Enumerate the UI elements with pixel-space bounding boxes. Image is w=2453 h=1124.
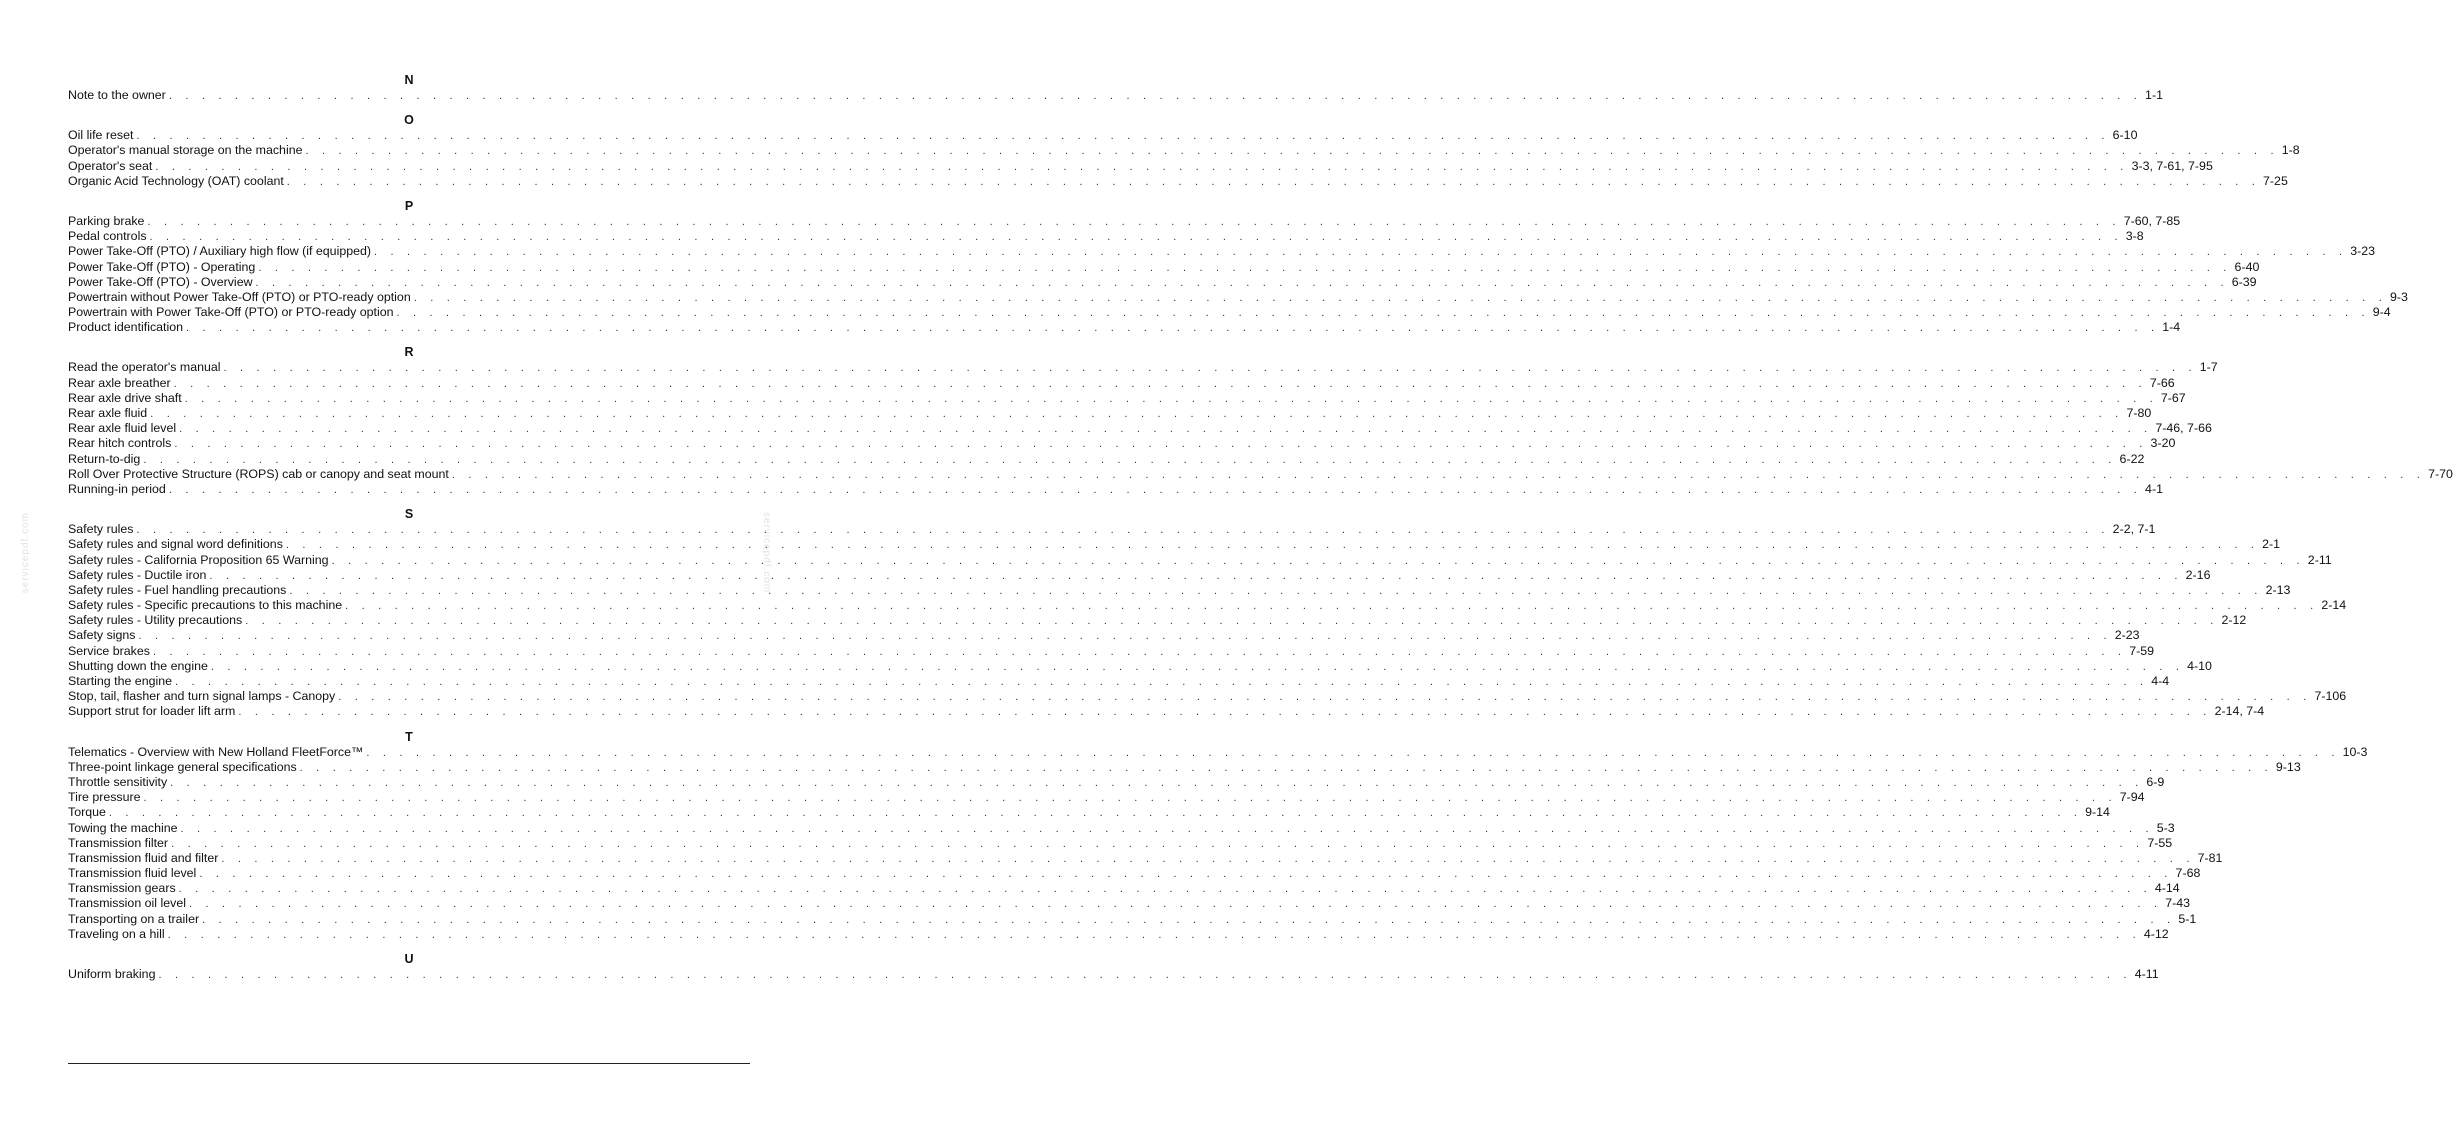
index-entry[interactable] — [68, 774, 2165, 790]
dot-leader: . . . . . . . . . . . . . . . . . . . . . . . . . . . . . . . . . . . . . . . . . . . . . . . . . . . . . . . . . . . . . . . . . . . . . . . . . . . . . . . . . . . . . . . . . . . . . . . . . . . . . . . . . . . . . . . . . . . . . . . . — [136, 130, 2110, 143]
index-entry-label: Powertrain without Power Take-Off (PTO) or PTO-ready option — [68, 289, 411, 304]
index-entry-label: Safety rules - Utility precautions — [68, 613, 243, 628]
index-entry[interactable] — [68, 689, 2347, 704]
index-entry-page-reference[interactable]: 2-14, 7-4 — [2214, 704, 2265, 719]
index-entry-label: Transporting on a trailer — [68, 911, 200, 926]
index-entry-label: Transmission fluid and filter — [68, 850, 219, 865]
dot-leader: . . . . . . . . . . . . . . . . . . . . . . . . . . . . . . . . . . . . . . . . . . . . . . . . . . . . . . . . . . . . . . . . . . . . . . . . . . . . . . . . . . . . . . . . . . . . . . . . . . . . . . . . . . . . . . . . . . . . . . . . — [258, 261, 2232, 274]
index-entry[interactable] — [68, 790, 2145, 805]
index-entry-page-reference[interactable]: 1-1 — [2145, 88, 2163, 102]
dot-leader: . . . . . . . . . . . . . . . . . . . . . . . . . . . . . . . . . . . . . . . . . . . . . . . . . . . . . . . . . . . . . . . . . . . . . . . . . . . . . . . . . . . . . . . . . . . . . . . . . . . . . . . . . . . . . . . . . . . . . . . . — [366, 746, 2340, 759]
dot-leader: . . . . . . . . . . . . . . . . . . . . . . . . . . . . . . . . . . . . . . . . . . . . . . . . . . . . . . . . . . . . . . . . . . . . . . . . . . . . . . . . . . . . . . . . . . . . . . . . . . . . . . . . . . . . . . . . . . . . . . . . — [289, 584, 2263, 597]
index-entry-page-reference[interactable]: 6-10 — [2112, 128, 2138, 143]
dot-leader: . . . . . . . . . . . . . . . . . . . . . . . . . . . . . . . . . . . . . . . . . . . . . . . . . . . . . . . . . . . . . . . . . . . . . . . . . . . . . . . . . . . . . . . . . . . . . . . . . . . . . . . . . . . . . . . . . . . . . . . . — [175, 676, 2149, 688]
index-entry-page-reference[interactable]: 6-22 — [2119, 451, 2145, 466]
dot-leader: . . . . . . . . . . . . . . . . . . . . . . . . . . . . . . . . . . . . . . . . . . . . . . . . . . . . . . . . . . . . . . . . . . . . . . . . . . . . . . . . . . . . . . . . . . . . . . . . . . . . . . . . . . . . . . . . . . . . . . . . — [202, 913, 2176, 926]
index-entry[interactable] — [68, 704, 2265, 719]
index-entry-label: Support strut for loader lift arm — [68, 704, 236, 719]
index-section-n — [68, 72, 2163, 103]
dot-leader: . . . . . . . . . . . . . . . . . . . . . . . . . . . . . . . . . . . . . . . . . . . . . . . . . . . . . . . . . . . . . . . . . . . . . . . . . . . . . . . . . . . . . . . . . . . . . . . . . . . . . . . . . . . . . . . . . . . . . . . . — [108, 807, 2083, 820]
footer-divider — [68, 1063, 750, 1064]
index-entry-label: Rear axle breather — [68, 375, 171, 390]
dot-leader: . . . . . . . . . . . . . . . . . . . . . . . . . . . . . . . . . . . . . . . . . . . . . . . . . . . . . . . . . . . . . . . . . . . . . . . . . . . . . . . . . . . . . . . . . . . . . . . . . . . . . . . . . . . . . . . . . . . . . . . . — [168, 90, 2143, 102]
index-entry-label: Powertrain with Power Take-Off (PTO) or PTO-ready option — [68, 305, 394, 320]
index-entry-page-reference[interactable]: 7-55 — [2147, 835, 2173, 850]
index-entry-label: Safety rules - Specific precautions to this machine — [68, 598, 343, 613]
watermark-right: servicepdf.com — [761, 512, 772, 594]
index-entry-page-reference[interactable]: 9-14 — [2085, 805, 2110, 820]
index-entry-label: Traveling on a hill — [68, 926, 165, 941]
dot-leader: . . . . . . . . . . . . . . . . . . . . . . . . . . . . . . . . . . . . . . . . . . . . . . . . . . . . . . . . . . . . . . . . . . . . . . . . . . . . . . . . . . . . . . . . . . . . . . . . . . . . . . . . . . . . . . . . . . . . . . . . — [179, 423, 2153, 436]
index-entry[interactable] — [68, 598, 2347, 613]
index-entry-page-reference[interactable]: 7-106 — [2314, 689, 2347, 704]
index-entry-page-reference[interactable]: 4-11 — [2134, 967, 2159, 981]
index-entry-page-reference[interactable]: 7-60, 7-85 — [2123, 213, 2181, 228]
dot-leader: . . . . . . . . . . . . . . . . . . . . . . . . . . . . . . . . . . . . . . . . . . . . . . . . . . . . . . . . . . . . . . . . . . . . . . . . . . . . . . . . . . . . . . . . . . . . . . . . . . . . . . . . . . . . . . . . . . . . . . . . — [374, 246, 2348, 259]
index-entry-label: Safety rules - Ductile iron — [68, 567, 207, 582]
index-entry[interactable] — [68, 926, 2169, 942]
index-entry[interactable] — [68, 850, 2223, 866]
index-entry[interactable] — [68, 88, 2163, 103]
index-entry-page-reference[interactable]: 1-4 — [2162, 320, 2181, 335]
index-entry[interactable] — [68, 375, 2175, 391]
dot-leader: . . . . . . . . . . . . . . . . . . . . . . . . . . . . . . . . . . . . . . . . . . . . . . . . . . . . . . . . . . . . . . . . . . . . . . . . . . . . . . . . . . . . . . . . . . . . . . . . . . . . . . . . . . . . . . . . . . . . . . . . — [188, 898, 2163, 911]
index-entry-page-reference[interactable]: 4-12 — [2143, 926, 2169, 941]
index-entry-label: Organic Acid Technology (OAT) coolant — [68, 173, 284, 188]
index-entry-label: Power Take-Off (PTO) / Auxiliary high flow (if equipped) — [68, 244, 372, 259]
index-entry-label: Throttle sensitivity — [68, 774, 168, 789]
index-entry-page-reference[interactable]: 2-2, 7-1 — [2112, 522, 2156, 537]
section-letter-heading: O — [404, 113, 414, 128]
index-entry[interactable] — [68, 820, 2175, 836]
index-entry[interactable] — [68, 421, 2212, 436]
index-entry-label: Rear axle fluid — [68, 406, 148, 420]
index-entry-label: Rear axle drive shaft — [68, 390, 182, 405]
dot-leader: . . . . . . . . . . . . . . . . . . . . . . . . . . . . . . . . . . . . . . . . . . . . . . . . . . . . . . . . . . . . . . . . . . . . . . . . . . . . . . . . . . . . . . . . . . . . . . . . . . . . . . . . . . . . . . . . . . . . . . . . — [170, 776, 2144, 789]
index-entry-label: Safety rules — [68, 522, 134, 537]
index-entry-label: Starting the engine — [68, 674, 173, 688]
index-entry-page-reference[interactable]: 4-14 — [2154, 881, 2180, 896]
index-entry-label: Safety rules and signal word definitions — [68, 537, 283, 552]
index-entry-label: Safety signs — [68, 628, 136, 643]
dot-leader: . . . . . . . . . . . . . . . . . . . . . . . . . . . . . . . . . . . . . . . . . . . . . . . . . . . . . . . . . . . . . . . . . . . . . . . . . . . . . . . . . . . . . . . . . . . . . . . . . . . . . . . . . . . . . . . . . . . . . . . . — [305, 145, 2279, 158]
index-entry[interactable] — [68, 582, 2291, 598]
index-entry-page-reference[interactable]: 2-14 — [2321, 598, 2347, 613]
dot-leader: . . . . . . . . . . . . . . . . . . . . . . . . . . . . . . . . . . . . . . . . . . . . . . . . . . . . . . . . . . . . . . . . . . . . . . . . . . . . . . . . . . . . . . . . . . . . . . . . . . . . . . . . . . . . . . . . . . . . . . . . — [167, 928, 2141, 941]
index-section-r — [68, 344, 2453, 497]
index-entry-label: Transmission oil level — [68, 896, 186, 911]
index-entry[interactable] — [68, 896, 2191, 911]
section-letter-heading: U — [404, 952, 414, 966]
section-letter-heading: T — [405, 729, 413, 744]
index-entry[interactable] — [68, 537, 2281, 552]
index-entry-page-reference[interactable]: 7-46, 7-66 — [2155, 421, 2212, 436]
dot-leader: . . . . . . . . . . . . . . . . . . . . . . . . . . . . . . . . . . . . . . . . . . . . . . . . . . . . . . . . . . . . . . . . . . . . . . . . . . . . . . . . . . . . . . . . . . . . . . . . . . . . . . . . . . . . . . . . . . . . . . . . — [199, 868, 2173, 881]
index-section-o — [68, 112, 2300, 189]
index-entry[interactable] — [68, 244, 2376, 259]
dot-leader: . . . . . . . . . . . . . . . . . . . . . . . . . . . . . . . . . . . . . . . . . . . . . . . . . . . . . . . . . . . . . . . . . . . . . . . . . . . . . . . . . . . . . . . . . . . . . . . . . . . . . . . . . . . . . . . . . . . . . . . . — [150, 408, 2124, 420]
index-entry-label: Service brakes — [68, 643, 150, 658]
index-entry-label: Product identification — [68, 320, 184, 335]
dot-leader: . . . . . . . . . . . . . . . . . . . . . . . . . . . . . . . . . . . . . . . . . . . . . . . . . . . . . . . . . . . . . . . . . . . . . . . . . . . . . . . . . . . . . . . . . . . . . . . . . . . . . . . . . . . . . . . . . . . . . . . . — [136, 524, 2110, 537]
dot-leader: . . . . . . . . . . . . . . . . . . . . . . . . . . . . . . . . . . . . . . . . . . . . . . . . . . . . . . . . . . . . . . . . . . . . . . . . . . . . . . . . . . . . . . . . . . . . . . . . . . . . . . . . . . . . . . . . . . . . . . . . — [178, 883, 2152, 896]
index-entry[interactable] — [68, 744, 2368, 760]
index-entry[interactable] — [68, 305, 2391, 320]
index-entry-label: Parking brake — [68, 213, 145, 228]
dot-leader: . . . . . . . . . . . . . . . . . . . . . . . . . . . . . . . . . . . . . . . . . . . . . . . . . . . . . . . . . . . . . . . . . . . . . . . . . . . . . . . . . . . . . . . . . . . . . . . . . . . . . . . . . . . . . . . . . . . . . . . . — [147, 215, 2121, 228]
index-entry-label: Tire pressure — [68, 790, 141, 805]
watermark-left: servicepdf.com — [20, 512, 31, 594]
dot-leader: . . . . . . . . . . . . . . . . . . . . . . . . . . . . . . . . . . . . . . . . . . . . . . . . . . . . . . . . . . . . . . . . . . . . . . . . . . . . . . . . . . . . . . . . . . . . . . . . . . . . . . . . . . . . . . . . . . . . . . . . — [152, 645, 2127, 658]
dot-leader: . . . . . . . . . . . . . . . . . . . . . . . . . . . . . . . . . . . . . . . . . . . . . . . . . . . . . . . . . . . . . . . . . . . . . . . . . . . . . . . . . . . . . . . . . . . . . . . . . . . . . . . . . . . . . . . . . . . . . . . . — [184, 392, 2158, 405]
dot-leader: . . . . . . . . . . . . . . . . . . . . . . . . . . . . . . . . . . . . . . . . . . . . . . . . . . . . . . . . . . . . . . . . . . . . . . . . . . . . . . . . . . . . . . . . . . . . . . . . . . . . . . . . . . . . . . . . . . . . . . . . — [223, 362, 2197, 375]
index-entry-page-reference[interactable]: 7-59 — [2129, 643, 2154, 658]
dot-leader: . . . . . . . . . . . . . . . . . . . . . . . . . . . . . . . . . . . . . . . . . . . . . . . . . . . . . . . . . . . . . . . . . . . . . . . . . . . . . . . . . . . . . . . . . . . . . . . . . . . . . . . . . . . . . . . . . . . . . . . . — [143, 792, 2117, 805]
index-entry-page-reference[interactable]: 9-3 — [2389, 289, 2408, 304]
index-entry-page-reference[interactable]: 4-10 — [2187, 658, 2212, 673]
section-letter-heading: S — [404, 507, 414, 522]
index-entry-label: Power Take-Off (PTO) - Overview — [68, 274, 253, 289]
index-section-u — [68, 951, 2159, 982]
index-entry-label: Transmission gears — [68, 881, 176, 896]
index-entry-page-reference[interactable]: 7-66 — [2149, 375, 2175, 390]
index-entry[interactable] — [68, 967, 2159, 982]
dot-leader: . . . . . . . . . . . . . . . . . . . . . . . . . . . . . . . . . . . . . . . . . . . . . . . . . . . . . . . . . . . . . . . . . . . . . . . . . . . . . . . . . . . . . . . . . . . . . . . . . . . . . . . . . . . . . . . . . . . . . . . . — [451, 468, 2426, 481]
index-entry[interactable] — [68, 866, 2201, 881]
index-entry[interactable] — [68, 805, 2110, 820]
index-entry-page-reference[interactable]: 7-80 — [2126, 406, 2152, 420]
index-entry[interactable] — [68, 259, 2260, 275]
index-entry-page-reference[interactable]: 2-1 — [2262, 537, 2281, 552]
dot-leader: . . . . . . . . . . . . . . . . . . . . . . . . . . . . . . . . . . . . . . . . . . . . . . . . . . . . . . . . . . . . . . . . . . . . . . . . . . . . . . . . . . . . . . . . . . . . . . . . . . . . . . . . . . . . . . . . . . . . . . . . — [173, 377, 2147, 390]
index-entry-page-reference[interactable]: 6-9 — [2146, 774, 2165, 789]
index-entry-label: Shutting down the engine — [68, 658, 208, 673]
index-entry-page-reference[interactable]: 2-11 — [2307, 552, 2332, 567]
index-entry[interactable] — [68, 522, 2156, 537]
index-entry-label: Pedal controls — [68, 229, 147, 244]
index-entry[interactable] — [68, 613, 2247, 628]
index-entry-label: Running-in period — [68, 481, 166, 496]
section-letter-heading: R — [404, 345, 414, 360]
index-entry-label: Towing the machine — [68, 820, 178, 835]
index-entry[interactable] — [68, 390, 2186, 406]
index-entry-page-reference[interactable]: 2-23 — [2114, 628, 2140, 643]
index-entry[interactable] — [68, 406, 2152, 421]
index-entry-page-reference[interactable]: 4-1 — [2145, 481, 2163, 496]
index-entry-page-reference[interactable]: 7-25 — [2263, 173, 2288, 188]
index-entry-label: Note to the owner — [68, 88, 166, 102]
index-entry-page-reference[interactable]: 7-81 — [2197, 850, 2223, 865]
index-entry-page-reference[interactable]: 1-8 — [2281, 143, 2300, 158]
index-entry[interactable] — [68, 552, 2332, 568]
dot-leader: . . . . . . . . . . . . . . . . . . . . . . . . . . . . . . . . . . . . . . . . . . . . . . . . . . . . . . . . . . . . . . . . . . . . . . . . . . . . . . . . . . . . . . . . . . . . . . . . . . . . . . . . . . . . . . . . . . . . . . . . — [413, 291, 2387, 304]
dot-leader: . . . . . . . . . . . . . . . . . . . . . . . . . . . . . . . . . . . . . . . . . . . . . . . . . . . . . . . . . . . . . . . . . . . . . . . . . . . . . . . . . . . . . . . . . . . . . . . . . . . . . . . . . . . . . . . . . . . . . . . . — [396, 307, 2370, 320]
index-entry-label: Safety rules - Fuel handling precautions — [68, 582, 287, 597]
index-entry[interactable] — [68, 213, 2181, 229]
dot-leader: . . . . . . . . . . . . . . . . . . . . . . . . . . . . . . . . . . . . . . . . . . . . . . . . . . . . . . . . . . . . . . . . . . . . . . . . . . . . . . . . . . . . . . . . . . . . . . . . . . . . . . . . . . . . . . . . . . . . . . . . — [299, 761, 2273, 774]
index-entry-label: Stop, tail, flasher and turn signal lamps - Canopy — [68, 689, 336, 704]
index-entry[interactable] — [68, 881, 2180, 896]
index-entry-label: Operator's manual storage on the machine — [68, 143, 303, 158]
index-entry-label: Return-to-dig — [68, 451, 141, 466]
index-entry-label: Transmission fluid level — [68, 866, 197, 881]
index-entry-page-reference[interactable]: 3-23 — [2350, 244, 2376, 259]
index-entry[interactable] — [68, 658, 2212, 674]
section-letter-heading: P — [404, 198, 414, 213]
index-entry-page-reference[interactable]: 2-16 — [2185, 567, 2211, 582]
index-entry-page-reference[interactable]: 7-94 — [2119, 790, 2145, 805]
index-entry[interactable] — [68, 128, 2138, 143]
dot-leader: . . . . . . . . . . . . . . . . . . . . . . . . . . . . . . . . . . . . . . . . . . . . . . . . . . . . . . . . . . . . . . . . . . . . . . . . . . . . . . . . . . . . . . . . . . . . . . . . . . . . . . . . . . . . . . . . . . . . . . . . — [209, 569, 2183, 582]
index-entry-page-reference[interactable]: 10-3 — [2342, 744, 2368, 759]
dot-leader: . . . . . . . . . . . . . . . . . . . . . . . . . . . . . . . . . . . . . . . . . . . . . . . . . . . . . . . . . . . . . . . . . . . . . . . . . . . . . . . . . . . . . . . . . . . . . . . . . . . . . . . . . . . . . . . . . . . . . . . . — [210, 660, 2185, 673]
dot-leader: . . . . . . . . . . . . . . . . . . . . . . . . . . . . . . . . . . . . . . . . . . . . . . . . . . . . . . . . . . . . . . . . . . . . . . . . . . . . . . . . . . . . . . . . . . . . . . . . . . . . . . . . . . . . . . . . . . . . . . . . — [158, 969, 2132, 981]
index-entry-page-reference[interactable]: 6-39 — [2231, 274, 2257, 289]
index-entry-page-reference[interactable]: 2-12 — [2221, 613, 2247, 628]
dot-leader: . . . . . . . . . . . . . . . . . . . . . . . . . . . . . . . . . . . . . . . . . . . . . . . . . . . . . . . . . . . . . . . . . . . . . . . . . . . . . . . . . . . . . . . . . . . . . . . . . . . . . . . . . . . . . . . . . . . . . . . . — [155, 160, 2129, 173]
index-entry[interactable] — [68, 481, 2163, 497]
dot-leader: . . . . . . . . . . . . . . . . . . . . . . . . . . . . . . . . . . . . . . . . . . . . . . . . . . . . . . . . . . . . . . . . . . . . . . . . . . . . . . . . . . . . . . . . . . . . . . . . . . . . . . . . . . . . . . . . . . . . . . . . — [338, 691, 2312, 704]
index-entry-page-reference[interactable]: 2-13 — [2265, 582, 2291, 597]
index-entry-label: Operator's seat — [68, 158, 153, 173]
dot-leader: . . . . . . . . . . . . . . . . . . . . . . . . . . . . . . . . . . . . . . . . . . . . . . . . . . . . . . . . . . . . . . . . . . . . . . . . . . . . . . . . . . . . . . . . . . . . . . . . . . . . . . . . . . . . . . . . . . . . . . . . — [180, 822, 2154, 835]
index-entry-page-reference[interactable]: 3-8 — [2125, 229, 2144, 244]
index-entry-page-reference[interactable]: 7-67 — [2160, 390, 2186, 405]
index-entry-page-reference[interactable]: 9-13 — [2275, 759, 2301, 774]
index-entry-page-reference[interactable]: 7-70 — [2428, 466, 2453, 481]
dot-leader: . . . . . . . . . . . . . . . . . . . . . . . . . . . . . . . . . . . . . . . . . . . . . . . . . . . . . . . . . . . . . . . . . . . . . . . . . . . . . . . . . . . . . . . . . . . . . . . . . . . . . . . . . . . . . . . . . . . . . . . . — [255, 276, 2229, 289]
index-entry[interactable] — [68, 567, 2211, 583]
index-entry[interactable] — [68, 436, 2176, 451]
index-entry[interactable] — [68, 274, 2257, 290]
index-entry-page-reference[interactable]: 5-3 — [2156, 820, 2175, 835]
index-entry-label: Read the operator's manual — [68, 360, 221, 375]
index-entry-label: Uniform braking — [68, 967, 156, 981]
index-entry-label: Safety rules - California Proposition 65 Warning — [68, 552, 329, 567]
dot-leader: . . . . . . . . . . . . . . . . . . . . . . . . . . . . . . . . . . . . . . . . . . . . . . . . . . . . . . . . . . . . . . . . . . . . . . . . . . . . . . . . . . . . . . . . . . . . . . . . . . . . . . . . . . . . . . . . . . . . . . . . — [143, 453, 2117, 466]
index-entry[interactable] — [68, 911, 2197, 927]
index-entry[interactable] — [68, 451, 2145, 467]
dot-leader: . . . . . . . . . . . . . . . . . . . . . . . . . . . . . . . . . . . . . . . . . . . . . . . . . . . . . . . . . . . . . . . . . . . . . . . . . . . . . . . . . . . . . . . . . . . . . . . . . . . . . . . . . . . . . . . . . . . . . . . . — [186, 322, 2160, 335]
index-entry-page-reference[interactable]: 3-3, 7-61, 7-95 — [2131, 158, 2213, 173]
index-entry[interactable] — [68, 360, 2218, 375]
index-entry[interactable] — [68, 173, 2288, 189]
dot-leader: . . . . . . . . . . . . . . . . . . . . . . . . . . . . . . . . . . . . . . . . . . . . . . . . . . . . . . . . . . . . . . . . . . . . . . . . . . . . . . . . . . . . . . . . . . . . . . . . . . . . . . . . . . . . . . . . . . . . . . . . — [171, 837, 2145, 850]
index-entry-label: Rear hitch controls — [68, 436, 172, 451]
dot-leader: . . . . . . . . . . . . . . . . . . . . . . . . . . . . . . . . . . . . . . . . . . . . . . . . . . . . . . . . . . . . . . . . . . . . . . . . . . . . . . . . . . . . . . . . . . . . . . . . . . . . . . . . . . . . . . . . . . . . . . . . — [286, 175, 2261, 188]
dot-leader: . . . . . . . . . . . . . . . . . . . . . . . . . . . . . . . . . . . . . . . . . . . . . . . . . . . . . . . . . . . . . . . . . . . . . . . . . . . . . . . . . . . . . . . . . . . . . . . . . . . . . . . . . . . . . . . . . . . . . . . . — [174, 438, 2148, 451]
index-entry-page-reference[interactable]: 3-20 — [2150, 436, 2176, 451]
index-entry[interactable] — [68, 759, 2301, 775]
index-entry-page-reference[interactable]: 1-7 — [2199, 360, 2218, 375]
index-entry-page-reference[interactable]: 4-4 — [2151, 674, 2170, 688]
index-entry[interactable] — [68, 289, 2408, 305]
index-entry-label: Rear axle fluid level — [68, 421, 177, 436]
dot-leader: . . . . . . . . . . . . . . . . . . . . . . . . . . . . . . . . . . . . . . . . . . . . . . . . . . . . . . . . . . . . . . . . . . . . . . . . . . . . . . . . . . . . . . . . . . . . . . . . . . . . . . . . . . . . . . . . . . . . . . . . — [168, 483, 2143, 496]
index-entry[interactable] — [68, 158, 2213, 174]
section-letter-heading: N — [404, 73, 414, 87]
index-entry[interactable] — [68, 628, 2140, 643]
index-entry-label: Oil life reset — [68, 128, 134, 143]
index-entry[interactable] — [68, 466, 2453, 482]
dot-leader: . . . . . . . . . . . . . . . . . . . . . . . . . . . . . . . . . . . . . . . . . . . . . . . . . . . . . . . . . . . . . . . . . . . . . . . . . . . . . . . . . . . . . . . . . . . . . . . . . . . . . . . . . . . . . . . . . . . . . . . . — [149, 231, 2123, 244]
index-entry-label: Power Take-Off (PTO) - Operating — [68, 259, 256, 274]
dot-leader: . . . . . . . . . . . . . . . . . . . . . . . . . . . . . . . . . . . . . . . . . . . . . . . . . . . . . . . . . . . . . . . . . . . . . . . . . . . . . . . . . . . . . . . . . . . . . . . . . . . . . . . . . . . . . . . . . . . . . . . . — [138, 630, 2112, 643]
dot-leader: . . . . . . . . . . . . . . . . . . . . . . . . . . . . . . . . . . . . . . . . . . . . . . . . . . . . . . . . . . . . . . . . . . . . . . . . . . . . . . . . . . . . . . . . . . . . . . . . . . . . . . . . . . . . . . . . . . . . . . . . — [331, 554, 2305, 567]
index-entry-page-reference[interactable]: 7-43 — [2165, 896, 2191, 911]
index-entry-label: Transmission filter — [68, 835, 169, 850]
dot-leader: . . . . . . . . . . . . . . . . . . . . . . . . . . . . . . . . . . . . . . . . . . . . . . . . . . . . . . . . . . . . . . . . . . . . . . . . . . . . . . . . . . . . . . . . . . . . . . . . . . . . . . . . . . . . . . . . . . . . . . . . — [285, 539, 2260, 552]
index-entry[interactable] — [68, 835, 2173, 851]
dot-leader: . . . . . . . . . . . . . . . . . . . . . . . . . . . . . . . . . . . . . . . . . . . . . . . . . . . . . . . . . . . . . . . . . . . . . . . . . . . . . . . . . . . . . . . . . . . . . . . . . . . . . . . . . . . . . . . . . . . . . . . . — [345, 600, 2319, 613]
index-entry-page-reference[interactable]: 9-4 — [2372, 305, 2391, 320]
index-entry[interactable] — [68, 643, 2154, 659]
index-entry-label: Telematics - Overview with New Holland FleetForce™ — [68, 744, 364, 759]
index-entry-label: Roll Over Protective Structure (ROPS) cab or canopy and seat mount — [68, 466, 449, 481]
index-entry-label: Three-point linkage general specifications — [68, 759, 297, 774]
dot-leader: . . . . . . . . . . . . . . . . . . . . . . . . . . . . . . . . . . . . . . . . . . . . . . . . . . . . . . . . . . . . . . . . . . . . . . . . . . . . . . . . . . . . . . . . . . . . . . . . . . . . . . . . . . . . . . . . . . . . . . . . — [221, 852, 2195, 865]
index-section-t — [68, 729, 2368, 942]
index-entry[interactable] — [68, 674, 2170, 689]
index-entry[interactable] — [68, 143, 2300, 158]
index-entry[interactable] — [68, 229, 2144, 244]
index-section-p — [68, 198, 2408, 336]
index-entry-label: Torque — [68, 805, 106, 820]
index-entry-page-reference[interactable]: 6-40 — [2234, 259, 2260, 274]
index-entry[interactable] — [68, 320, 2181, 335]
index-entry-page-reference[interactable]: 7-68 — [2175, 866, 2201, 881]
dot-leader: . . . . . . . . . . . . . . . . . . . . . . . . . . . . . . . . . . . . . . . . . . . . . . . . . . . . . . . . . . . . . . . . . . . . . . . . . . . . . . . . . . . . . . . . . . . . . . . . . . . . . . . . . . . . . . . . . . . . . . . . — [238, 706, 2212, 719]
index-entry-page-reference[interactable]: 5-1 — [2178, 911, 2197, 926]
dot-leader: . . . . . . . . . . . . . . . . . . . . . . . . . . . . . . . . . . . . . . . . . . . . . . . . . . . . . . . . . . . . . . . . . . . . . . . . . . . . . . . . . . . . . . . . . . . . . . . . . . . . . . . . . . . . . . . . . . . . . . . . — [245, 615, 2219, 628]
